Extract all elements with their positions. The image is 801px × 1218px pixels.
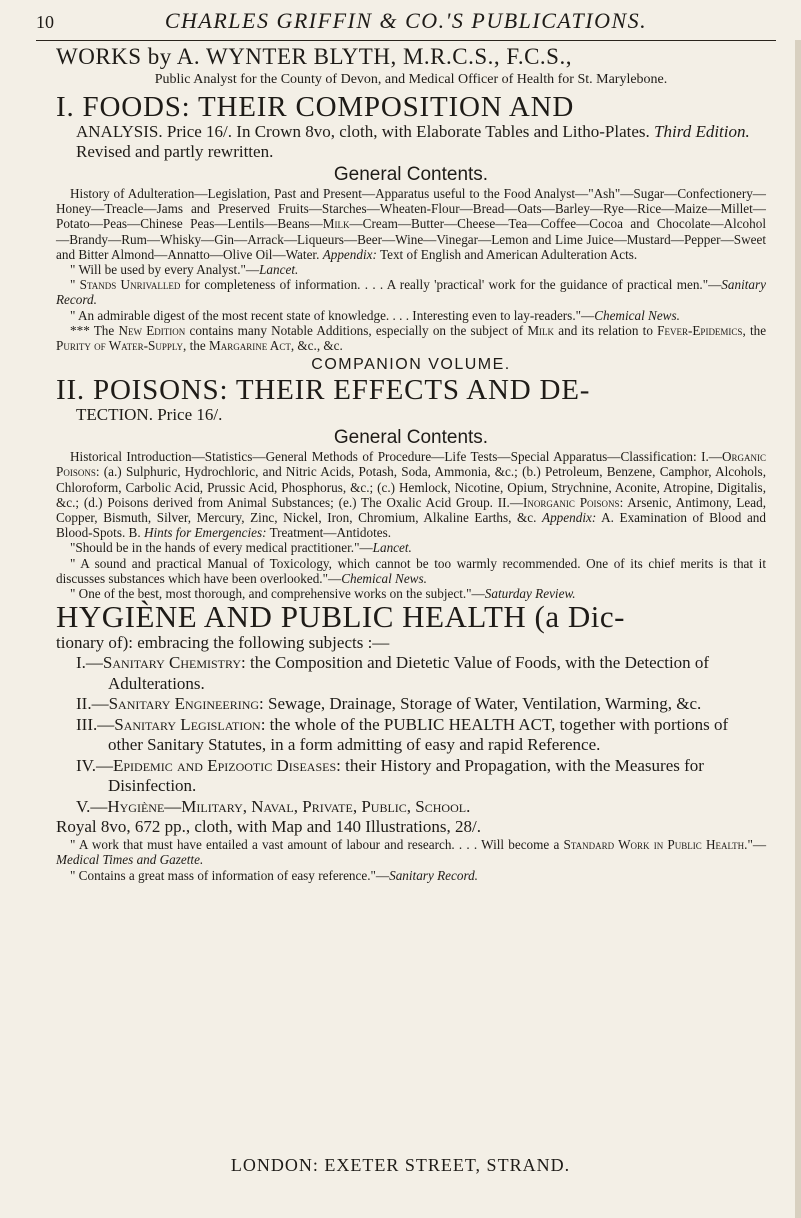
subject-num: V.— [76, 796, 108, 816]
book1-review-2 [56, 277, 766, 307]
author-affiliation: Public Analyst for the County of Devon, and Medical Officer of Health for St. Marylebone. [154, 72, 668, 87]
book2-contents-b: : (a.) Sulphuric, Hydrochloric, and Nitric Acids, Potash, Soda, Ammonia, &c.; (b.) Petroleum, Benzene, Camphor, Alcohols, Chloroform, Carbolic Acid, Prussic Acid, Phosphorus, &c.; (c.) Hemlock, Nicotine, Opium, Strychnine, Aconite, Atropine, Digitalis, &c.; (d.) Poisons derived from Animal Substances; (e.) The Oxalic Acid Group. II.— [56, 464, 766, 510]
book1-heading: I. FOODS: THEIR COMPOSITION AND [56, 91, 575, 123]
note-text: the [189, 338, 206, 354]
book1-contents-heading: General Contents. [333, 164, 489, 185]
book2-hints-text: Treatment—Antidotes. [269, 525, 392, 541]
subject-num: IV.— [76, 755, 113, 775]
review-text: " A work that must have entailed a vast amount of labour and research. . . . Will become a [70, 837, 560, 853]
note-text: contains many Notable Additions, especially on the subject of [189, 322, 524, 338]
book1-review-3 [56, 308, 766, 323]
note-mark: *** The [70, 322, 115, 338]
book1-details [56, 122, 766, 162]
book2-review-2 [56, 556, 766, 586]
head-rule [36, 40, 776, 41]
book1-price: Price 16/. In Crown 8vo, cloth, with Elaborate Tables and Litho-Plates. [166, 122, 650, 141]
book1-contents-b: —Cream—Butter—Cheese—Tea—Coffee—Cocoa and Chocolate—Alcohol—Brandy—Rum—Whisky—Gin—Arrack—Liqueurs—Beer—Wine—Vinegar—Lemon and Lime Juice—Mustard—Pepper—Sweet and Bitter Almond—Annatto—Olive Oil—Water. [56, 216, 766, 262]
content [56, 44, 766, 883]
review-source: Chemical News. [594, 307, 680, 323]
page-edge [795, 40, 801, 1218]
book1-heading-cont: ANALYSIS. [76, 122, 163, 141]
review-source: Chemical News. [341, 570, 427, 586]
book1-edition-note: Revised and partly rewritten. [76, 142, 274, 161]
book1-review-1 [56, 262, 766, 277]
book3-review-2 [56, 868, 766, 883]
book1-appendix-label: Appendix: [322, 246, 377, 262]
review-source: Lancet. [372, 540, 412, 556]
book1-note [56, 323, 766, 353]
review-source: Sanitary Record. [389, 867, 478, 883]
publisher-footer: LONDON: EXETER STREET, STRAND. [230, 1155, 571, 1175]
subject-text: : the whole of the PUBLIC HEALTH ACT, together with portions of other Sanitary Statutes, in a form admitting of easy and rapid Reference. [108, 714, 729, 755]
review-text: " Will be used by every Analyst."— [70, 262, 260, 278]
book2-contents-organic: Organic Poisons [56, 449, 766, 480]
book3-details: Royal 8vo, 672 pp., cloth, with Map and 140 Illustrations, 28/. [56, 817, 481, 837]
review-source: Sanitary Record. [56, 277, 766, 308]
book2-contents-inorganic: Inorganic Poisons [523, 494, 620, 510]
book1-contents-milk: Milk [322, 216, 350, 232]
review-source: Medical Times and Gazette. [56, 852, 204, 868]
book2-contents-a: Historical Introduction—Statistics—General Methods of Procedure—Life Tests—Special Apparatus—Classification: I.— [70, 449, 722, 465]
book2-contents [56, 449, 766, 540]
book2-heading-cont: TECTION. Price 16/. [76, 405, 223, 425]
note-text: the [749, 322, 767, 338]
subject-label: Epidemic and Epizootic Diseases [113, 755, 337, 775]
page-number: 10 [36, 12, 54, 32]
review-text: "Should be in the hands of every medical practitioner."— [70, 540, 373, 556]
note-sc: Milk [527, 322, 555, 338]
review-text: " An admirable digest of the most recent state of knowledge. . . . Interesting even to lay-readers."— [70, 307, 595, 323]
subject-item [56, 756, 766, 797]
note-text: &c., &c. [297, 338, 343, 354]
subject-label: Sanitary Chemistry [102, 653, 242, 673]
book2-heading: II. POISONS: THEIR EFFECTS AND DE- [56, 374, 591, 407]
note-sc: New Edition [118, 322, 186, 338]
subject-num: II.— [76, 694, 109, 714]
subject-item [56, 653, 766, 694]
subject-label: Hygiène—Military, Naval, Private, Public, School. [107, 796, 471, 816]
review-text: ."— [744, 837, 767, 853]
book2-review-1 [56, 540, 766, 555]
book3-review-1 [56, 837, 766, 867]
subject-item [56, 715, 766, 756]
review-text: " A sound and practical Manual of Toxicology, which cannot be too warmly recommended. One of its chief merits is that it discusses substances which have been overlooked."— [56, 555, 766, 586]
book1-contents-a: History of Adulteration—Legislation, Past and Present—Apparatus useful to the Food Analyst—"Ash"—Sugar—Confectionery—Honey—Treacle—Jams and Preserved Fruits—Starches—Wheaten-Flour—Bread—Oats—Barley—Rye—Rice—Maize—Millet—Potato—Peas—Chinese Peas—Lentils—Beans— [56, 186, 766, 232]
review-text: " Stands Unrivalled [70, 277, 181, 293]
review-text: " One of the best, most thorough, and comprehensive works on the subject."— [70, 586, 485, 602]
running-head [36, 8, 776, 32]
companion-volume: COMPANION VOLUME. [311, 356, 511, 374]
note-text: and its relation to [558, 322, 653, 338]
book3-heading: HYGIÈNE AND PUBLIC HEALTH (a Dic- [56, 599, 625, 635]
running-title: CHARLES GRIFFIN & CO.'S PUBLICATIONS. [164, 8, 648, 33]
subject-label: Sanitary Engineering [108, 694, 260, 714]
subject-num: III.— [76, 714, 115, 734]
review-text: " Contains a great mass of information of easy reference."— [70, 867, 390, 883]
subject-text: : the Composition and Dietetic Value of Foods, with the Detection of Adulterations. [108, 653, 710, 693]
book2-contents-heading: General Contents. [333, 427, 489, 449]
subject-label: Sanitary Legislation [114, 714, 261, 734]
note-sc: Purity of Water-Supply, [56, 338, 187, 354]
note-sc: Margarine Act, [209, 338, 295, 354]
book2-contents-c: : Arsenic, Antimony, Lead, Copper, Bismuth, Silver, Mercury, Zinc, Nickel, Iron, Chromium, Alkaline Earths, &c. [56, 494, 767, 526]
subject-text: : their History and Propagation, with the Measures for Disinfection. [108, 755, 704, 796]
subject-item [56, 694, 766, 715]
review-source: Saturday Review. [484, 586, 576, 602]
subject-num: I.— [76, 653, 103, 673]
review-source: Lancet. [259, 262, 299, 278]
book3-subjects [56, 653, 766, 817]
subject-item [56, 797, 766, 818]
book1-contents [56, 186, 766, 262]
review-text: for completeness of information. . . . A really 'practical' work for the guidance of practical men."— [184, 277, 722, 293]
review-sc: Standard Work in Public Health [563, 837, 745, 853]
book2-appendix-label: Appendix: [542, 510, 597, 526]
book1-edition: Third Edition. [654, 122, 750, 141]
book2-appendix-text: A. Examination of Blood and Blood-Spots. B. [56, 510, 766, 541]
author-line: WORKS by A. WYNTER BLYTH, M.R.C.S., F.C.S., [56, 44, 572, 69]
book3-intro: tionary of): embracing the following subjects :— [56, 633, 390, 653]
subject-text: : Sewage, Drainage, Storage of Water, Ventilation, Warming, &c. [259, 694, 702, 714]
book1-appendix-text: Text of English and American Adulteration Acts. [379, 246, 638, 262]
note-sc: Fever-Epidemics, [657, 322, 746, 338]
book2-hints-label: Hints for Emergencies: [143, 525, 267, 541]
